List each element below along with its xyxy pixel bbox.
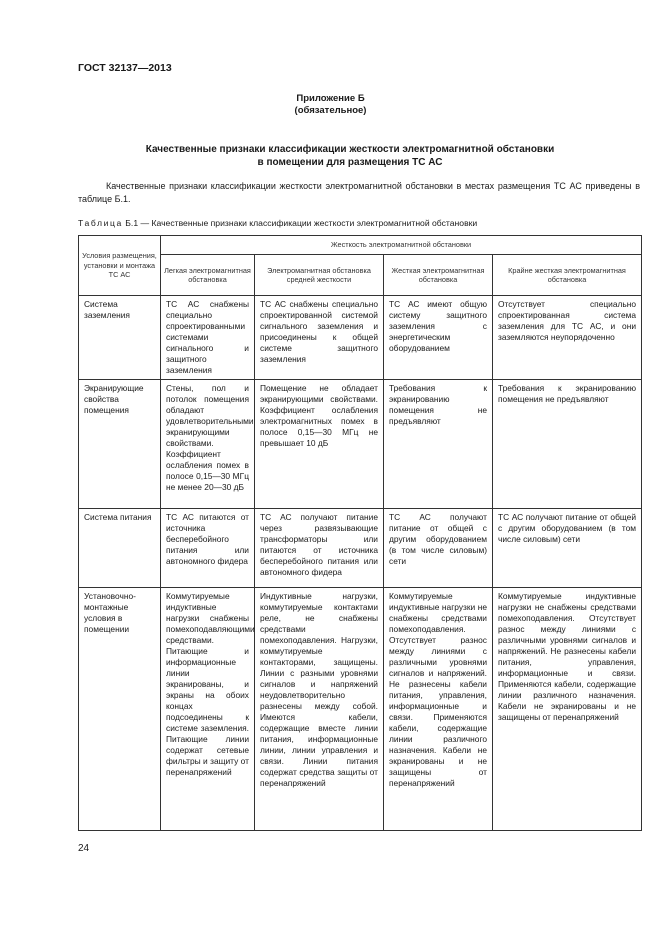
standard-designation: ГОСТ 32137—2013 bbox=[78, 62, 172, 74]
table-caption-number: Б.1 bbox=[125, 218, 139, 228]
table-cell: ТС АС имеют общую систему защитного заземления с энергетическим оборудованием bbox=[384, 296, 493, 380]
row-label: Система заземления bbox=[79, 296, 161, 380]
intro-paragraph: Качественные признаки классификации жесткости электромагнитной обстановки в местах размещения ТС АС приведены в таблице Б.1. bbox=[78, 181, 640, 204]
appendix-note: (обязательное) bbox=[294, 105, 367, 116]
section-title-line1: Качественные признаки классификации жесткости электромагнитной обстановки bbox=[145, 144, 555, 155]
table-caption bbox=[78, 218, 477, 228]
table-cell: Коммутируемые индуктивные нагрузки не снабжены средствами помехоподавления. Отсутствует разнос между линиями с различными уровнями сигналов и напряжений. Не разнесены кабели питания, управления, информационные и связи. Применяются кабели, содержащие линии различного назначения. Кабели не экранированы и не защищены от перенапряжений bbox=[493, 588, 642, 831]
section-title-line2: в помещении для размещения ТС АС bbox=[257, 157, 443, 168]
table-cell: Стены, пол и потолок помещения обладают удовлетворительными экранирующими свойствами. Коэффициент ослабления помех в полосе 0,15—30 МГц не менее 20—30 дБ bbox=[161, 380, 255, 509]
table-row bbox=[79, 380, 642, 509]
group-header: Жесткость электромагнитной обстановки bbox=[161, 236, 642, 255]
table-cell: Коммутируемые индуктивные нагрузки снабжены помехоподавляющими средствами. Питающие и информационные линии экранированы, и экраны на обоих концах подсоединены к системе заземления. Питающие линии содержат сетевые фильтры и защиту от перенапряжений bbox=[161, 588, 255, 831]
table-cell: ТС АС снабжены специально спроектированной системой сигнального заземления и присоединены к общей системе защитного заземления bbox=[255, 296, 384, 380]
classification-table bbox=[78, 235, 642, 831]
table-caption-text: — Качественные признаки классификации жесткости электромагнитной обстановки bbox=[140, 218, 478, 228]
row-label: Система питания bbox=[79, 509, 161, 588]
table-cell: ТС АС питаются от источника бесперебойного питания или автономного фидера bbox=[161, 509, 255, 588]
page-number: 24 bbox=[78, 843, 90, 854]
table-cell: Помещение не обладает экранирующими свойствами. Коэффициент ослабления электромагнитных помех в полосе 0,15—30 МГц не превышает 10 дБ bbox=[255, 380, 384, 509]
table-row bbox=[79, 588, 642, 831]
corner-header: Условия размещения, установки и монтажа ТС АС bbox=[79, 236, 161, 296]
table-row bbox=[79, 509, 642, 588]
column-header-medium: Электромагнитная обстановка средней жесткости bbox=[255, 255, 384, 296]
column-header-extreme: Крайне жесткая электромагнитная обстановка bbox=[493, 255, 642, 296]
appendix-heading bbox=[0, 93, 661, 117]
row-label: Установочно-монтажные условия в помещении bbox=[79, 588, 161, 831]
table-cell: Индуктивные нагрузки, коммутируемые контактами реле, не снабжены средствами помехоподавления. Нагрузки, коммутируемые контакторами, защищены. Линии с разными уровнями сигналов и напряжений неудовлетворительно разнесены между собой. Имеются кабели, содержащие вместе линии питания, информационные линии, линии управления и связи. Линии питания содержат средства защиты от перенапряжений bbox=[255, 588, 384, 831]
appendix-title: Приложение Б bbox=[296, 93, 365, 104]
table-caption-label: Таблица bbox=[78, 218, 123, 228]
column-header-light: Легкая электромагнитная обстановка bbox=[161, 255, 255, 296]
column-header-hard: Жесткая электромагнитная обстановка bbox=[384, 255, 493, 296]
table-cell: ТС АС снабжены специально спроектированными системами сигнального и защитного заземления bbox=[161, 296, 255, 380]
table-cell: Отсутствует специально спроектированная система заземления для ТС АС, и они заземляются неупорядоченно bbox=[493, 296, 642, 380]
table-cell: ТС АС получают питание от общей с другим оборудованием (в том числе силовым) сети bbox=[493, 509, 642, 588]
table-cell: Требования к экранированию помещения не предъявляют bbox=[493, 380, 642, 509]
section-title bbox=[60, 143, 640, 169]
row-label: Экранирующие свойства помещения bbox=[79, 380, 161, 509]
table-cell: ТС АС получают питание через развязывающие трансформаторы или питаются от источника бесперебойного питания или автономного фидера bbox=[255, 509, 384, 588]
table-row bbox=[79, 296, 642, 380]
table-cell: ТС АС получают питание от общей с другим оборудованием (в том числе силовым) сети bbox=[384, 509, 493, 588]
table-cell: Коммутируемые индуктивные нагрузки не снабжены средствами помехоподавления. Отсутствует разнос между линиями с различными уровнями сигналов и напряжений. Не разнесены кабели питания, управления, информационные и связи. Применяются кабели, содержащие линии различного назначения. Кабели не экранированы и не защищены от перенапряжений bbox=[384, 588, 493, 831]
table-cell: Требования к экранированию помещения не предъявляют bbox=[384, 380, 493, 509]
